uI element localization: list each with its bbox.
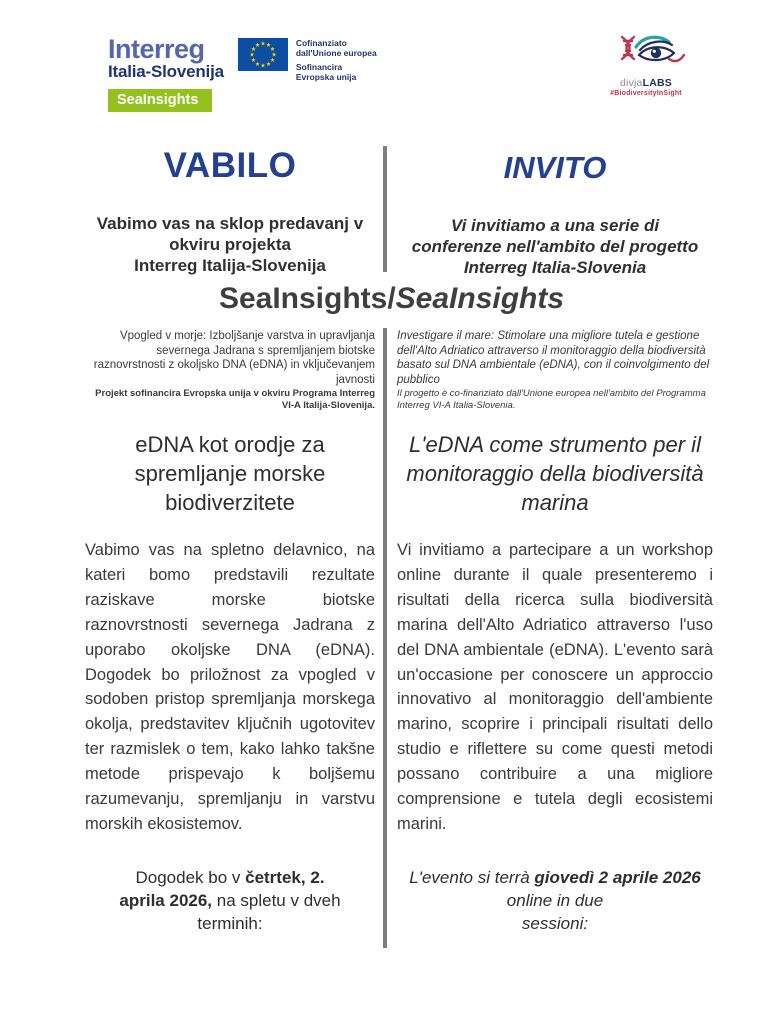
project-title-upright: SeaInsights/ (218, 282, 396, 315)
divjalabs-logo (598, 34, 694, 98)
column-divider-top (383, 146, 387, 272)
subtitle-italian (397, 215, 713, 278)
title-slovenian: VABILO (163, 146, 297, 185)
subtitle-slovenian (85, 213, 375, 276)
divjalabs-name (598, 78, 694, 89)
subtitle-line: okviru projekta (169, 235, 291, 254)
body-paragraph-slovenian: Vabimo vas na spletno delavnico, na kateri bomo predstavili rezultate raziskave morske biotske raznovrstnosti severnega Jadrana z uporabo okoljske DNA (eDNA). Dogodek bo priložnost za vpogled v sodoben pristop spremljanja morskega okolja, predstavitev ključnih ugotovitev ter razmislek o tem, kako lahko takšne metode prispevajo k boljšemu razumevanju, spremljanju in varstvu morskih ekosistemov. (85, 541, 375, 833)
event-date-bold: 2. aprila 2026, (119, 868, 325, 910)
event-date-slovenian (115, 866, 345, 935)
subtitle-line: Interreg Italia-Slovenia (463, 258, 647, 277)
project-description-slovenian (85, 329, 375, 412)
eu-cofunding-line: Evropska unija (295, 72, 357, 82)
column-divider-main (383, 328, 387, 948)
event-text: Dogodek bo v (135, 868, 246, 887)
project-description-italian (397, 329, 713, 412)
divjalabs-dna-eye-icon (606, 34, 686, 72)
event-date-italian (397, 866, 713, 935)
interreg-wordmark (108, 36, 224, 81)
project-description-text: Investigare il mare: Stimolare una migliore tutela e gestione dell'Alto Adriatico attraverso il monitoraggio della biodiversità basato sul DNA ambientale (eDNA), con il coinvolgimento del pubblico (397, 330, 710, 386)
body-paragraph-italian: Vi invitiamo a partecipare a un workshop online durante il quale presenteremo i risultati della ricerca sulla biodiversità marina dell'Alto Adriatico attraverso l'uso del DNA ambientale (eDNA). L'evento sarà un'occasione per conoscere un approccio innovativo al monitoraggio dell'ambiente marino, scoprire i principali risultati dello studio e riflettere su come questi metodi possano contribuire a una migliore comprensione e tutela degli ecosistemi marini. (397, 541, 713, 833)
subtitle-line: Vabimo vas na sklop predavanj v (96, 214, 364, 233)
interreg-program-text: Italia-Slovenija (108, 62, 224, 81)
subtitle-line: Vi invitiamo a una serie di (450, 216, 660, 235)
event-text: sessioni: (521, 914, 589, 933)
project-title (0, 281, 783, 317)
project-description-text: Vpogled v morje: Izboljšanje varstva in upravljanja severnega Jadrana s spremljanjem biotske raznovrstnosti z okoljsko DNA (eDNA) in vključevanjem javnosti (93, 330, 375, 386)
eu-cofunding-block (238, 38, 377, 82)
seainsights-badge: SeaInsights (108, 89, 212, 112)
section-heading-slovenian: eDNA kot orodje za spremljanje morske biodiverzitete (134, 432, 326, 515)
event-date-bold: četrtek, (245, 868, 306, 887)
event-date-bold: giovedì 2 aprile 2026 (534, 868, 701, 887)
section-heading-italian: L'eDNA come strumento per il monitoraggio della biodiversità marina (406, 432, 704, 515)
divjalabs-name-regular: divja (620, 77, 643, 89)
divjalabs-name-bold: LABS (642, 77, 672, 89)
project-title-italic: SeaInsights (395, 282, 565, 315)
event-text: v dveh terminih: (197, 891, 341, 933)
eu-cofunding-line: Sofinancira (295, 62, 343, 72)
subtitle-line: Interreg Italija-Slovenija (134, 256, 326, 275)
eu-flag-icon (238, 38, 288, 71)
eu-cofunding-line: Cofinanziato (295, 38, 347, 48)
funding-note-slovenian: Projekt sofinancira Evropska unija v okviru Programa Interreg VI-A Italija-Slovenija. (95, 388, 375, 411)
event-text: L'evento si terrà (409, 868, 535, 887)
title-italian: INVITO (503, 150, 607, 185)
document-header (0, 0, 783, 120)
divjalabs-tagline: #BiodiversityInSight (610, 90, 682, 97)
interreg-logo (108, 36, 377, 112)
event-text: online in due (506, 891, 604, 910)
event-text: na spletu (212, 891, 286, 910)
subtitle-line: conferenze nell'ambito del progetto (411, 237, 699, 256)
interreg-brand-text: Interreg (108, 34, 205, 64)
eu-cofunding-text (296, 38, 377, 82)
funding-note-italian: Il progetto è co-finanziato dall'Unione europea nell'ambito del Programma Interreg VI-A Italia-Slovenia. (397, 388, 706, 411)
eu-cofunding-line: dall'Unione europea (295, 48, 377, 58)
